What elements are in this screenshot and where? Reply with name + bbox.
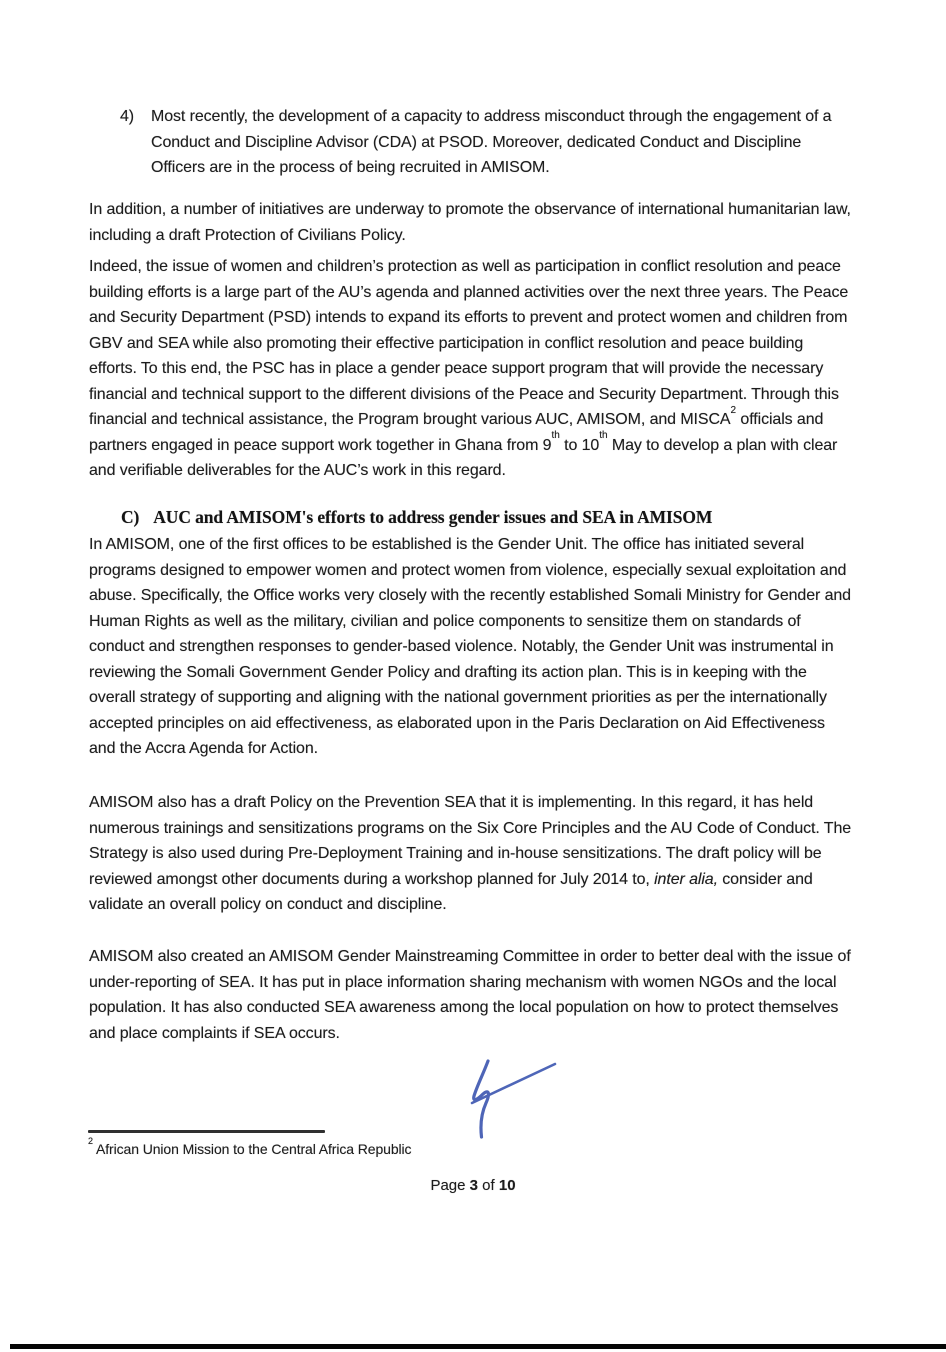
paragraph-draft-policy: [89, 790, 855, 918]
footnote-reference-2: 2: [730, 404, 737, 416]
paragraph-committee: AMISOM also created an AMISOM Gender Mainstreaming Committee in order to better deal with the issue of under-reporting of SEA. It has put in place information sharing mechanism with women NGOs and the local population. It has also conducted SEA awareness among the local population on how to protect themselves and place complaints if SEA occurs.: [89, 948, 851, 1042]
paragraph-indeed-part3: to 10: [559, 436, 600, 454]
signature-icon: [452, 1048, 577, 1148]
ordinal-suffix-9th: th: [551, 430, 560, 442]
paragraph-draft-policy-part2: consider and validate an overall policy on conduct and discipline.: [89, 870, 813, 913]
footer-total-pages: 10: [498, 1177, 516, 1194]
paragraph-in-addition: In addition, a number of initiatives are underway to promote the observance of international humanitarian law, including a draft Protection of Civilians Policy.: [89, 201, 851, 244]
footnote: [88, 1136, 688, 1159]
paragraph-indeed-part2: officials and partners engaged in peace support work together in Ghana from 9: [89, 411, 824, 454]
paragraph-indeed: [89, 254, 855, 484]
paragraph-draft-policy-part1: AMISOM also has a draft Policy on the Prevention SEA that it is implementing. In this regard, it has held numerous trainings and sensitizations programs on the Six Core Principles and the AU Code of Conduct. The Strategy is also used during Pre-Deployment Training and in-house sensitizations. The draft policy will be reviewed amongst other documents during a workshop planned for July 2014 to,: [89, 794, 852, 888]
section-heading-text: AUC and AMISOM's efforts to address gender issues and SEA in AMISOM: [153, 507, 713, 527]
footer-of-word: of: [478, 1177, 499, 1194]
footer-page-number: 3: [469, 1177, 478, 1194]
latin-phrase-inter-alia: inter alia,: [654, 870, 718, 888]
section-heading-c: [121, 504, 861, 530]
signature-mark: [452, 1048, 577, 1148]
list-item-number: 4): [120, 108, 135, 125]
paragraph-indeed-part1: Indeed, the issue of women and children’s protection as well as participation in conflict resolution and peace building efforts is a large part of the AU’s agenda and planned activities over the next three years. The Peace and Security Department (PSD) intends to expand its efforts to prevent and protect women and children from GBV and SEA while also promoting their effective participation in conflict resolution and peace building efforts. To this end, the PSC has in place a gender peace support program that will provide the necessary financial and technical support to the different divisions of the Peace and Security Department. Through this financial and technical assistance, the Program brought various AUC, AMISOM, and MISCA: [89, 258, 849, 428]
scan-edge-artifact: [10, 1344, 946, 1349]
footer-page-word: Page: [430, 1177, 470, 1194]
list-item-4: [120, 104, 852, 181]
paragraph-gender-unit: In AMISOM, one of the first offices to be established is the Gender Unit. The office has initiated several programs designed to empower women and protect women from violence, especially sexual exploitation and abuse. Specifically, the Office works very closely with the recently established Somali Ministry for Gender and Human Rights as well as the military, civilian and police components to sensitize them on standards of conduct and strengthen responses to gender-based violence. Notably, the Gender Unit was instrumental in reviewing the Somali Government Gender Policy and drafting its action plan. This is in keeping with the overall strategy of supporting and aligning with the national government priorities as per the internationally accepted principles on aid effectiveness, as elaborated upon in the Paris Declaration on Aid Effectiveness and the Accra Agenda for Action.: [89, 536, 851, 757]
footnote-text: African Union Mission to the Central Africa Republic: [93, 1141, 412, 1157]
footnote-rule: [88, 1130, 325, 1133]
list-item-text: Most recently, the development of a capacity to address misconduct through the engagement of a Conduct and Discipline Advisor (CDA) at PSOD. Moreover, dedicated Conduct and Discipline Officers are in the process of being recruited in AMISOM.: [151, 108, 832, 176]
paragraph-indeed-part4: May to develop a plan with clear and verifiable deliverables for the AUC’s work in this regard.: [89, 436, 838, 479]
ordinal-suffix-10th: th: [599, 430, 608, 442]
page-number-footer: [0, 1177, 946, 1194]
section-heading-label: C): [121, 507, 140, 527]
footnote-marker: 2: [88, 1136, 94, 1147]
